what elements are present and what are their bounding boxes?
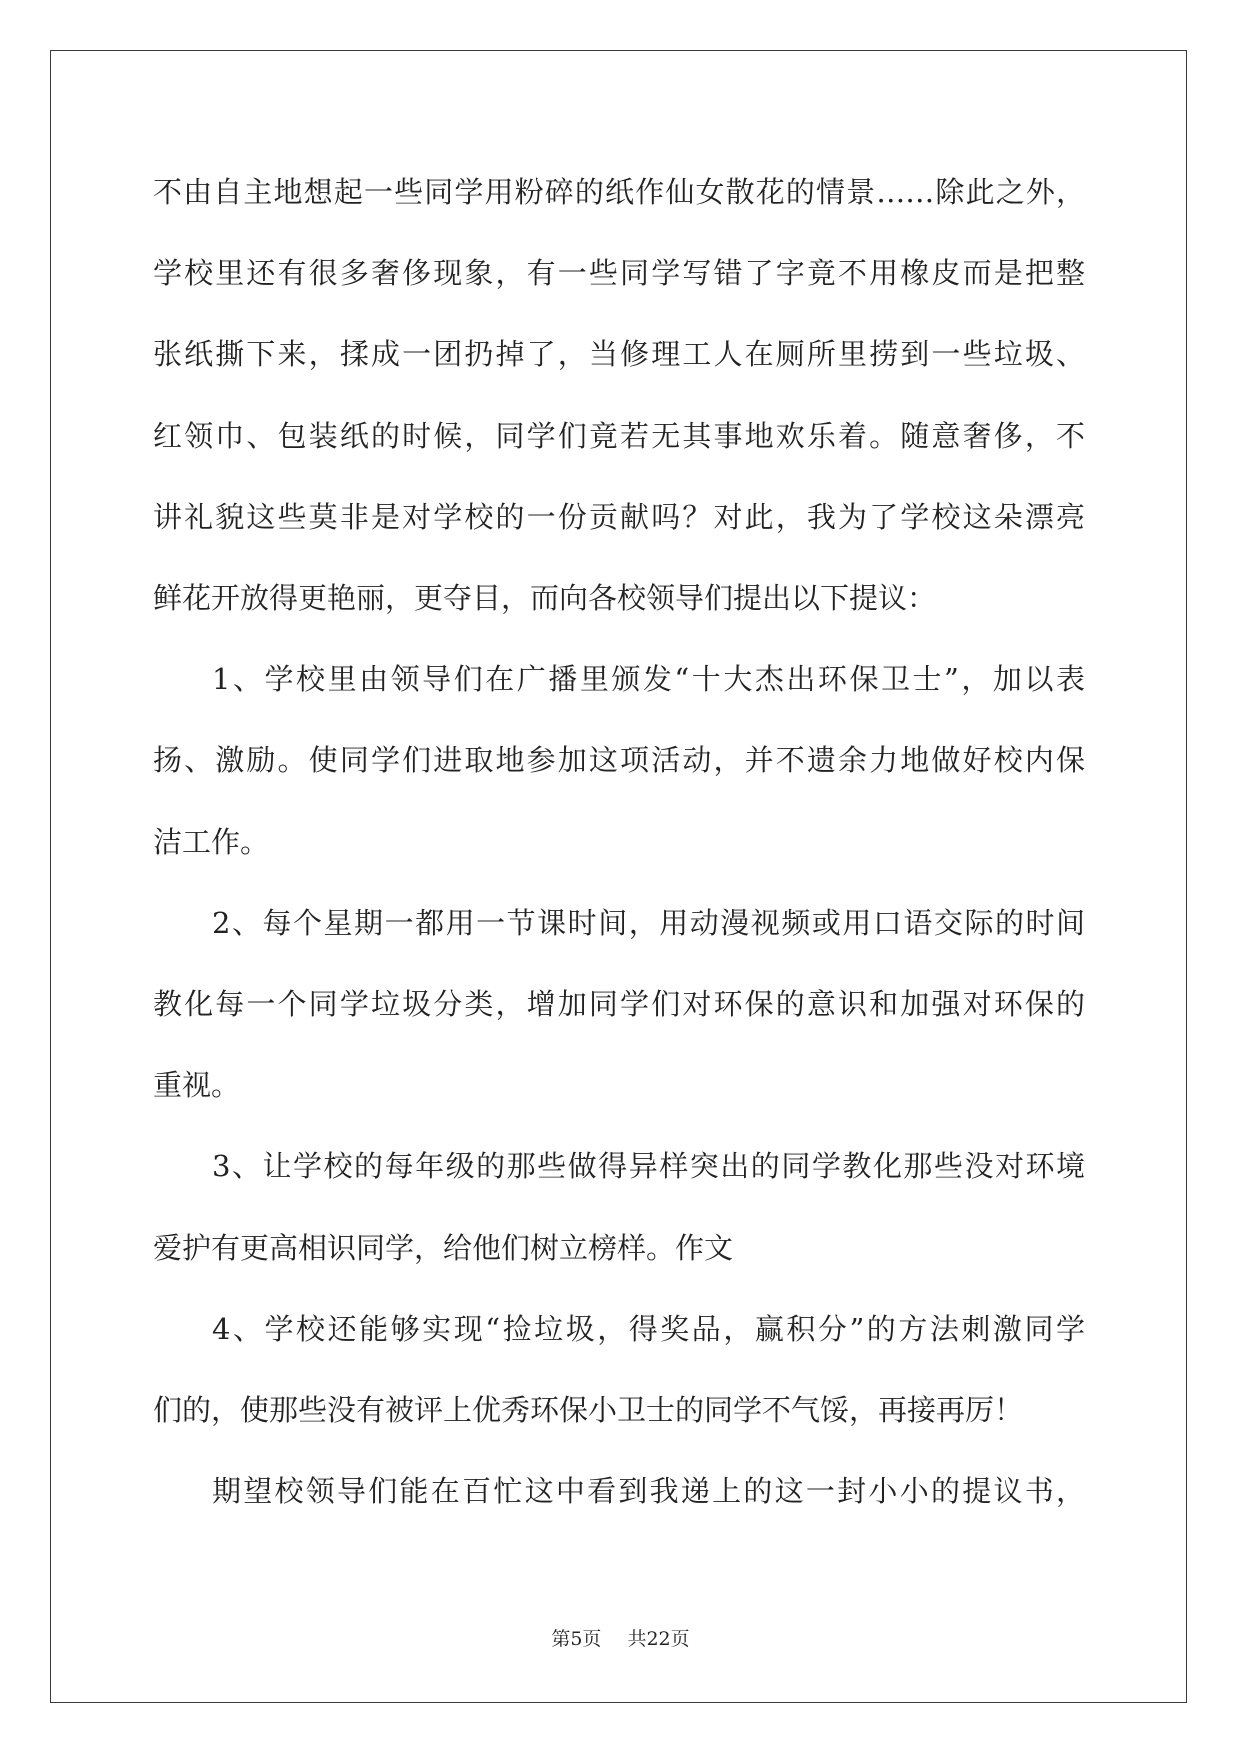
text-line: 张纸撕下来，揉成一团扔掉了，当修理工人在厕所里捞到一些垃圾、 — [153, 337, 1085, 371]
page-footer — [0, 1626, 1241, 1652]
text-line: 学校里还有很多奢侈现象，有一些同学写错了字竟不用橡皮而是把整 — [153, 256, 1085, 290]
page-number: 第5页 — [551, 1628, 602, 1650]
paragraph-first-line: 1、学校里由领导们在广播里颁发“十大杰出环保卫士”，加以表 — [212, 662, 1085, 696]
page-total: 共22页 — [627, 1628, 690, 1650]
text-line: 教化每一个同学垃圾分类，增加同学们对环保的意识和加强对环保的 — [153, 987, 1085, 1021]
paragraph-first-line: 2、每个星期一都用一节课时间，用动漫视频或用口语交际的时间 — [212, 906, 1085, 940]
text-line: 爱护有更高相识同学，给他们树立榜样。作文 — [153, 1231, 734, 1265]
text-line: 不由自主地想起一些同学用粉碎的纸作仙女散花的情景……除此之外， — [153, 175, 1085, 209]
text-line: 重视。 — [153, 1068, 241, 1102]
text-line: 洁工作。 — [153, 825, 270, 859]
paragraph-first-line: 期望校领导们能在百忙这中看到我递上的这一封小小的提议书， — [212, 1474, 1085, 1508]
paragraph-first-line: 3、让学校的每年级的那些做得异样突出的同学教化那些没对环境 — [212, 1149, 1085, 1183]
page-border — [50, 50, 1187, 1703]
text-line: 们的，使那些没有被评上优秀环保小卫士的同学不气馁，再接再厉！ — [153, 1393, 1024, 1427]
text-line: 鲜花开放得更艳丽，更夺目，而向各校领导们提出以下提议： — [153, 581, 937, 615]
paragraph-first-line: 4、学校还能够实现“捡垃圾，得奖品，赢积分”的方法刺激同学 — [212, 1312, 1085, 1346]
text-line: 讲礼貌这些莫非是对学校的一份贡献吗？对此，我为了学校这朵漂亮 — [153, 500, 1085, 534]
text-line: 红领巾、包装纸的时候，同学们竟若无其事地欢乐着。随意奢侈，不 — [153, 419, 1085, 453]
text-line: 扬、激励。使同学们进取地参加这项活动，并不遗余力地做好校内保 — [153, 743, 1085, 777]
